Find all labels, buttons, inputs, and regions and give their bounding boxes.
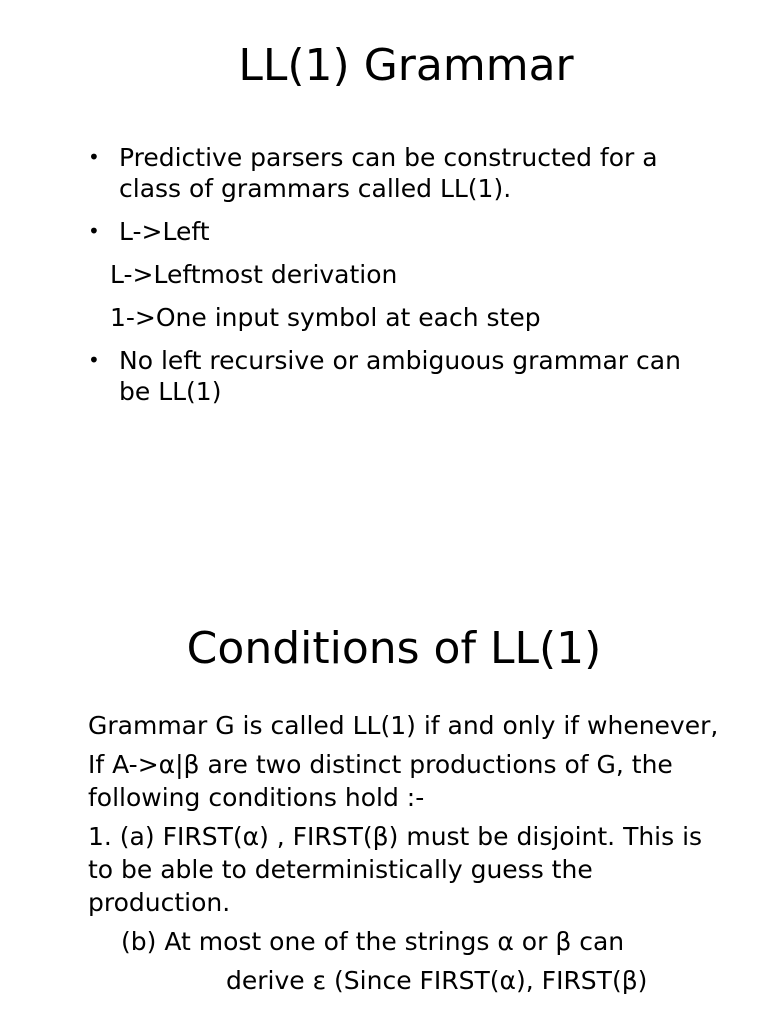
bullet-item	[88, 142, 708, 204]
condition-paragraph: 1. (a) FIRST(α) , FIRST(β) must be disjoint. This is to be able to deterministically guess the production.	[88, 822, 703, 917]
bullet-icon: •	[88, 348, 100, 372]
ll1-bullet-list	[88, 142, 708, 419]
bullet-icon: •	[88, 145, 100, 169]
bullet-text: No left recursive or ambiguous grammar can be LL(1)	[119, 346, 681, 406]
sub-line	[88, 302, 708, 333]
bullet-item	[88, 216, 708, 247]
condition-paragraph: If A->α|β are two distinct productions of G, the following conditions hold :-	[88, 750, 673, 812]
sub-line	[88, 259, 708, 290]
condition-paragraph: Grammar G is called LL(1) if and only if whenever,	[88, 711, 719, 740]
bullet-text: Predictive parsers can be constructed for a class of grammars called LL(1).	[119, 143, 658, 203]
slide-title-conditions: Conditions of LL(1)	[186, 623, 602, 674]
condition-b-line: (b) At most one of the strings α or β can	[121, 927, 625, 956]
bullet-text: L->Left	[119, 217, 210, 246]
conditions-body	[88, 709, 728, 1003]
bullet-icon: •	[88, 219, 100, 243]
slide-title-ll1-grammar: LL(1) Grammar	[238, 40, 574, 91]
sub-line-text: 1->One input symbol at each step	[110, 303, 541, 332]
condition-b-continuation: derive ε (Since FIRST(α), FIRST(β)	[226, 966, 648, 995]
sub-line-text: L->Leftmost derivation	[110, 260, 398, 289]
bullet-item	[88, 345, 708, 407]
